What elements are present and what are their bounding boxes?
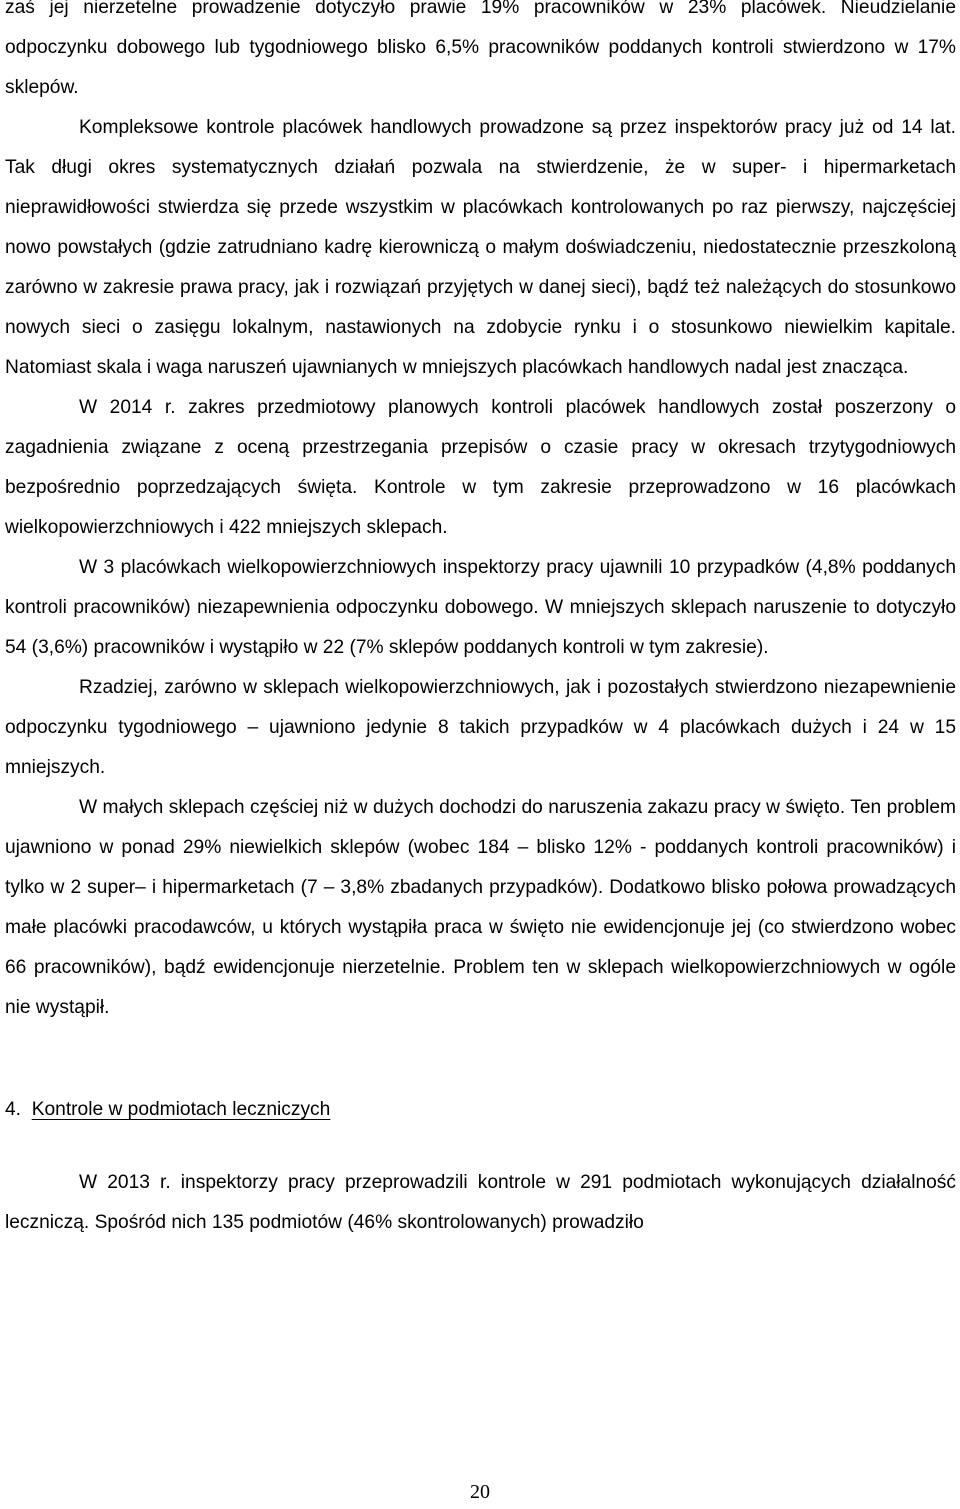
paragraph-2014-zakres: W 2014 r. zakres przedmiotowy planowych kontroli placówek handlowych został poszerzony o zagadnienia związane z oceną przestrzegania przepisów o czasie pracy w okresach trzytygodniowych bezpośrednio poprzedzających święta. Kontrole w tym zakresie przeprowadzono w 16 placówkach wielkopowierzchniowych i 422 mniejszych sklepach. bbox=[5, 397, 956, 538]
paragraph-odpoczynek-dobowy: W 3 placówkach wielkopowierzchniowych inspektorzy pracy ujawnili 10 przypadków (4,8% poddanych kontroli pracowników) niezapewnienia odpoczynku dobowego. W mniejszych sklepach naruszenie to dotyczyło 54 (3,6%) pracowników i wystąpiło w 22 (7% sklepów poddanych kontroli w tym zakresie). bbox=[5, 557, 956, 658]
section-title: Kontrole w podmiotach leczniczych bbox=[31, 1099, 331, 1120]
section-heading bbox=[5, 1090, 956, 1130]
paragraph-continuation: zaś jej nierzetelne prowadzenie dotyczyło prawie 19% pracowników w 23% placówek. Nieudzielanie odpoczynku dobowego lub tygodniowego blisko 6,5% pracowników poddanych kontroli stwierdzono w 17% sklepów. bbox=[5, 0, 956, 98]
paragraph-kompleksowe-kontrole: Kompleksowe kontrole placówek handlowych prowadzone są przez inspektorów pracy już od 14 lat. Tak długi okres systematycznych działań pozwala na stwierdzenie, że w super- i hipermarketach nieprawidłowości stwierdza się przede wszystkim w placówkach kontrolowanych po raz pierwszy, najczęściej nowo powstałych (gdzie zatrudniano kadrę kierowniczą o małym doświadczeniu, niedostatecznie przeszkoloną zarówno w zakresie prawa pracy, jak i rozwiązań przyjętych w danej sieci), bądź też należących do stosunkowo nowych sieci o zasięgu lokalnym, nastawionych na zdobycie rynku i o stosunkowo niewielkim kapitale. Natomiast skala i waga naruszeń ujawnianych w mniejszych placówkach handlowych nadal jest znacząca. bbox=[5, 117, 956, 378]
paragraph-podmioty-lecznicze: W 2013 r. inspektorzy pracy przeprowadzili kontrole w 291 podmiotach wykonujących działalność leczniczą. Spośród nich 135 podmiotów (46% skontrolowanych) prowadziło bbox=[5, 1172, 956, 1233]
page-number: 20 bbox=[470, 1481, 490, 1503]
paragraph-praca-w-swieto: W małych sklepach częściej niż w dużych dochodzi do naruszenia zakazu pracy w święto. Ten problem ujawniono w ponad 29% niewielkich sklepów (wobec 184 – blisko 12% - poddanych kontroli pracowników) i tylko w 2 super– i hipermarketach (7 – 3,8% zbadanych przypadków). Dodatkowo blisko połowa prowadzących małe placówki pracodawców, u których wystąpiła praca w święto nie ewidencjonuje jej (co stwierdzono wobec 66 pracowników), bądź ewidencjonuje nierzetelnie. Problem ten w sklepach wielkopowierzchniowych w ogóle nie wystąpił. bbox=[5, 797, 956, 1018]
section-number: 4. bbox=[5, 1099, 22, 1120]
paragraph-odpoczynek-tygodniowy: Rzadziej, zarówno w sklepach wielkopowierzchniowych, jak i pozostałych stwierdzono niezapewnienie odpoczynku tygodniowego – ujawniono jedynie 8 takich przypadków w 4 placówkach dużych i 24 w 15 mniejszych. bbox=[5, 677, 956, 778]
